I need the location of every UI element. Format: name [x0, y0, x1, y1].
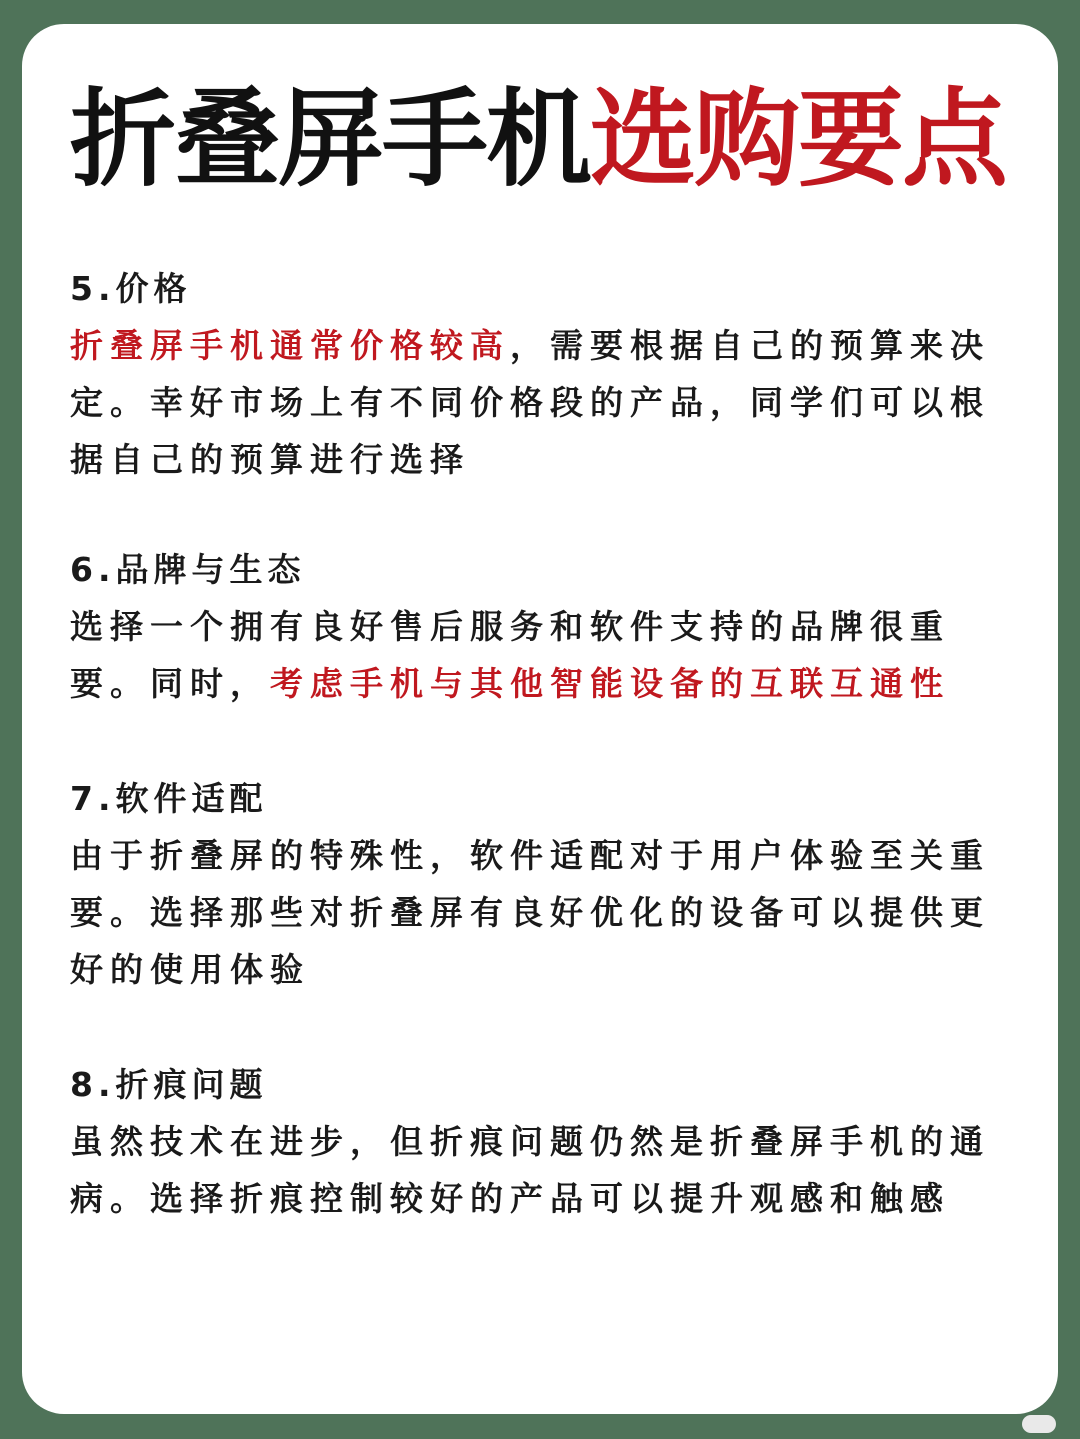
highlight-text: 折叠屏手机通常价格较高	[70, 326, 510, 365]
section-price	[70, 260, 1010, 488]
section-body	[70, 317, 1010, 488]
section-body	[70, 598, 1010, 712]
highlight-text: 考虑手机与其他智能设备的互联互通性	[270, 664, 950, 703]
content-card	[22, 24, 1058, 1414]
section-heading: 5.价格	[70, 269, 192, 308]
title-main: 折叠屏手机	[70, 78, 590, 201]
body-text: ，需要根据自己的预算来决定。幸好市场上有不同价格段的产品，同学们可以根据自己的预算进行选择	[70, 326, 990, 479]
section-heading: 8.折痕问题	[70, 1065, 268, 1104]
section-body: 由于折叠屏的特殊性，软件适配对于用户体验至关重要。选择那些对折叠屏有良好优化的设备可以提供更好的使用体验	[70, 836, 990, 989]
section-heading: 6.品牌与生态	[70, 550, 306, 589]
section-body: 虽然技术在进步，但折痕问题仍然是折叠屏手机的通病。选择折痕控制较好的产品可以提升观感和触感	[70, 1122, 990, 1218]
section-heading: 7.软件适配	[70, 779, 268, 818]
section-brand-ecosystem	[70, 541, 1010, 712]
section-crease-issue	[70, 1056, 1010, 1227]
body-text: 选择一个拥有良好售后服务和软件支持的品牌很重要。同时，	[70, 607, 950, 703]
page-title	[70, 80, 1006, 200]
title-accent: 选购要点	[590, 78, 1006, 201]
watermark-badge	[1022, 1415, 1056, 1433]
section-software-adaptation	[70, 770, 1010, 998]
